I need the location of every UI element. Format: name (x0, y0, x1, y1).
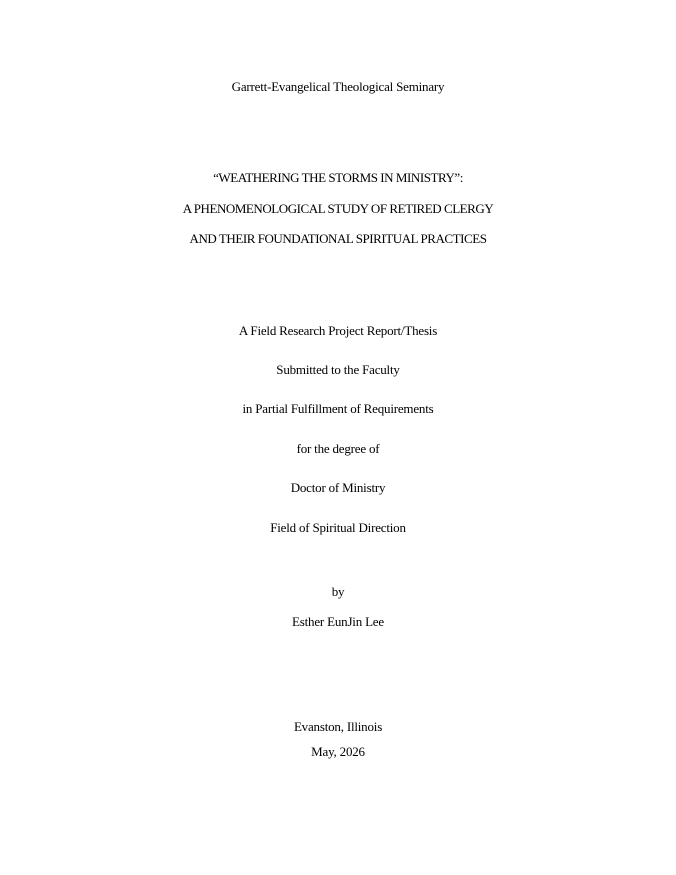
thesis-title-line-2: A PHENOMENOLOGICAL STUDY OF RETIRED CLERGY (182, 201, 494, 216)
submission-type: A Field Research Project Report/Thesis (238, 323, 438, 338)
degree-field: Field of Spiritual Direction (270, 520, 406, 535)
byline-by: by (331, 584, 345, 599)
institution-name: Garrett-Evangelical Theological Seminary (231, 79, 445, 94)
submission-degree-intro: for the degree of (296, 441, 380, 456)
location: Evanston, Illinois (293, 719, 383, 734)
thesis-title-line-1: “WEATHERING THE STORMS IN MINISTRY”: (213, 170, 463, 185)
submission-date: May, 2026 (311, 744, 365, 759)
degree-name: Doctor of Ministry (290, 480, 386, 495)
submission-faculty: Submitted to the Faculty (276, 362, 400, 377)
submission-fulfillment: in Partial Fulfillment of Requirements (242, 401, 434, 416)
author-name: Esther EunJin Lee (292, 614, 384, 629)
thesis-title-line-3: AND THEIR FOUNDATIONAL SPIRITUAL PRACTICES (189, 231, 487, 246)
